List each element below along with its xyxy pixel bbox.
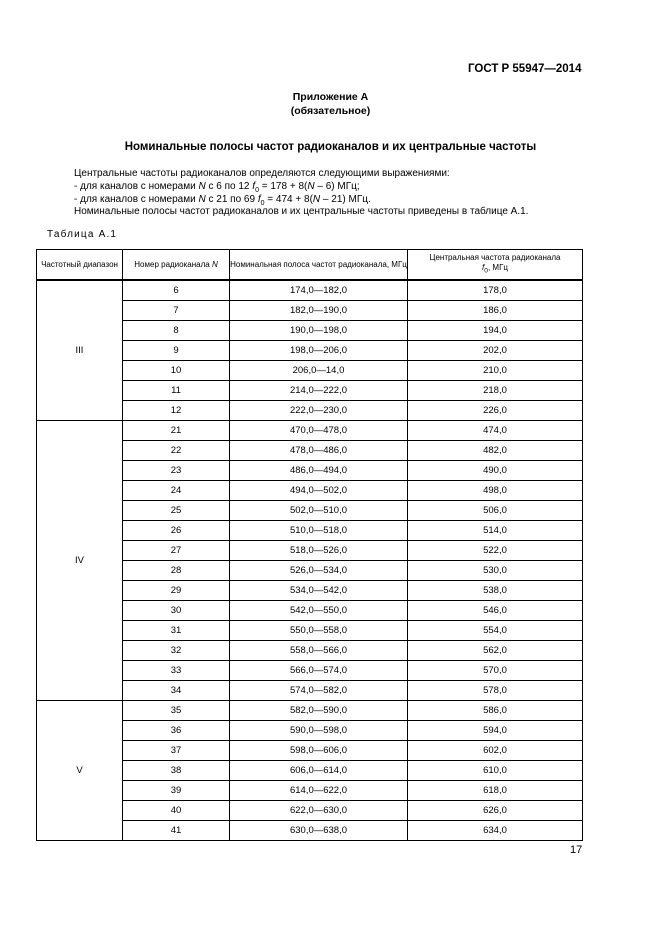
band-cell: 478,0—486,0 <box>230 441 408 461</box>
section-title: Номинальные полосы частот радиоканалов и их центральные частоты <box>124 141 537 153</box>
table-row <box>37 701 583 721</box>
channel-cell: 40 <box>123 801 230 821</box>
band-cell: 518,0—526,0 <box>230 541 408 561</box>
center-cell: 546,0 <box>408 601 583 621</box>
channel-cell: 35 <box>123 701 230 721</box>
channel-cell: 41 <box>123 821 230 841</box>
channel-cell: 6 <box>123 280 230 301</box>
range-cell: IV <box>37 421 123 701</box>
center-cell: 218,0 <box>408 381 583 401</box>
center-cell: 538,0 <box>408 581 583 601</box>
table-row <box>37 421 583 441</box>
band-cell: 526,0—534,0 <box>230 561 408 581</box>
channel-cell: 28 <box>123 561 230 581</box>
center-cell: 578,0 <box>408 681 583 701</box>
band-cell: 510,0—518,0 <box>230 521 408 541</box>
header-center: Центральная частота радиоканала $f_0$, МГц <box>408 250 583 281</box>
channel-cell: 32 <box>123 641 230 661</box>
table-caption: Таблица А.1 <box>47 229 118 240</box>
center-cell: 570,0 <box>408 661 583 681</box>
band-cell: 214,0—222,0 <box>230 381 408 401</box>
center-cell: 594,0 <box>408 721 583 741</box>
channel-cell: 9 <box>123 341 230 361</box>
center-cell: 178,0 <box>408 280 583 301</box>
channel-cell: 38 <box>123 761 230 781</box>
center-cell: 602,0 <box>408 741 583 761</box>
channel-cell: 31 <box>123 621 230 641</box>
band-cell: 182,0—190,0 <box>230 301 408 321</box>
channel-cell: 37 <box>123 741 230 761</box>
band-cell: 598,0—606,0 <box>230 741 408 761</box>
band-cell: 502,0—510,0 <box>230 501 408 521</box>
center-cell: 194,0 <box>408 321 583 341</box>
channel-cell: 25 <box>123 501 230 521</box>
channel-cell: 22 <box>123 441 230 461</box>
band-cell: 198,0—206,0 <box>230 341 408 361</box>
band-cell: 550,0—558,0 <box>230 621 408 641</box>
band-cell: 574,0—582,0 <box>230 681 408 701</box>
page-number: 17 <box>570 844 583 856</box>
center-cell: 506,0 <box>408 501 583 521</box>
intro-line-4: Номинальные полосы частот радиоканалов и их центральные частоты приведены в таблице А.1. <box>74 206 529 217</box>
annex-title: Приложение А <box>292 91 369 103</box>
band-cell: 190,0—198,0 <box>230 321 408 341</box>
channel-cell: 7 <box>123 301 230 321</box>
center-cell: 618,0 <box>408 781 583 801</box>
center-cell: 186,0 <box>408 301 583 321</box>
standard-number: ГОСТ Р 55947—2014 <box>468 63 582 75</box>
channel-cell: 12 <box>123 401 230 421</box>
channel-cell: 27 <box>123 541 230 561</box>
band-cell: 206,0—14,0 <box>230 361 408 381</box>
center-cell: 554,0 <box>408 621 583 641</box>
channel-cell: 10 <box>123 361 230 381</box>
band-cell: 486,0—494,0 <box>230 461 408 481</box>
band-cell: 590,0—598,0 <box>230 721 408 741</box>
band-cell: 622,0—630,0 <box>230 801 408 821</box>
channel-table <box>36 249 583 841</box>
center-cell: 522,0 <box>408 541 583 561</box>
intro-line-1: Центральные частоты радиоканалов определяются следующими выражениями: <box>74 168 450 179</box>
band-cell: 470,0—478,0 <box>230 421 408 441</box>
channel-cell: 29 <box>123 581 230 601</box>
table-header-row <box>37 250 583 281</box>
center-cell: 482,0 <box>408 441 583 461</box>
intro-line-3: - для каналов с номерами N с 21 по 69 $f_0 = 474 + 8(N - 21)$ МГц. <box>74 194 371 207</box>
range-cell: III <box>37 280 123 421</box>
center-cell: 586,0 <box>408 701 583 721</box>
channel-cell: 26 <box>123 521 230 541</box>
table-row <box>37 280 583 301</box>
band-cell: 582,0—590,0 <box>230 701 408 721</box>
center-cell: 634,0 <box>408 821 583 841</box>
center-cell: 202,0 <box>408 341 583 361</box>
channel-cell: 34 <box>123 681 230 701</box>
header-channel: Номер радиоканала N <box>123 250 230 281</box>
intro-line-2: - для каналов с номерами N с 6 по 12 $f_0 = 178 + 8(N - 6)$ МГц; <box>74 181 360 194</box>
band-cell: 606,0—614,0 <box>230 761 408 781</box>
range-cell: V <box>37 701 123 841</box>
header-band: Номинальная полоса частот радиоканала, МГц <box>230 250 408 281</box>
channel-cell: 36 <box>123 721 230 741</box>
center-cell: 210,0 <box>408 361 583 381</box>
header-range: Частотный диапазон <box>37 250 123 281</box>
channel-cell: 21 <box>123 421 230 441</box>
center-cell: 490,0 <box>408 461 583 481</box>
channel-cell: 11 <box>123 381 230 401</box>
channel-cell: 8 <box>123 321 230 341</box>
center-cell: 610,0 <box>408 761 583 781</box>
band-cell: 534,0—542,0 <box>230 581 408 601</box>
table-body <box>37 280 583 841</box>
channel-cell: 24 <box>123 481 230 501</box>
band-cell: 494,0—502,0 <box>230 481 408 501</box>
center-cell: 562,0 <box>408 641 583 661</box>
center-cell: 530,0 <box>408 561 583 581</box>
center-cell: 226,0 <box>408 401 583 421</box>
channel-cell: 23 <box>123 461 230 481</box>
center-cell: 474,0 <box>408 421 583 441</box>
band-cell: 542,0—550,0 <box>230 601 408 621</box>
channel-cell: 30 <box>123 601 230 621</box>
annex-status: (обязательное) <box>290 105 371 117</box>
band-cell: 558,0—566,0 <box>230 641 408 661</box>
center-cell: 626,0 <box>408 801 583 821</box>
band-cell: 174,0—182,0 <box>230 280 408 301</box>
band-cell: 614,0—622,0 <box>230 781 408 801</box>
center-cell: 514,0 <box>408 521 583 541</box>
channel-cell: 33 <box>123 661 230 681</box>
band-cell: 630,0—638,0 <box>230 821 408 841</box>
center-cell: 498,0 <box>408 481 583 501</box>
band-cell: 566,0—574,0 <box>230 661 408 681</box>
band-cell: 222,0—230,0 <box>230 401 408 421</box>
channel-cell: 39 <box>123 781 230 801</box>
